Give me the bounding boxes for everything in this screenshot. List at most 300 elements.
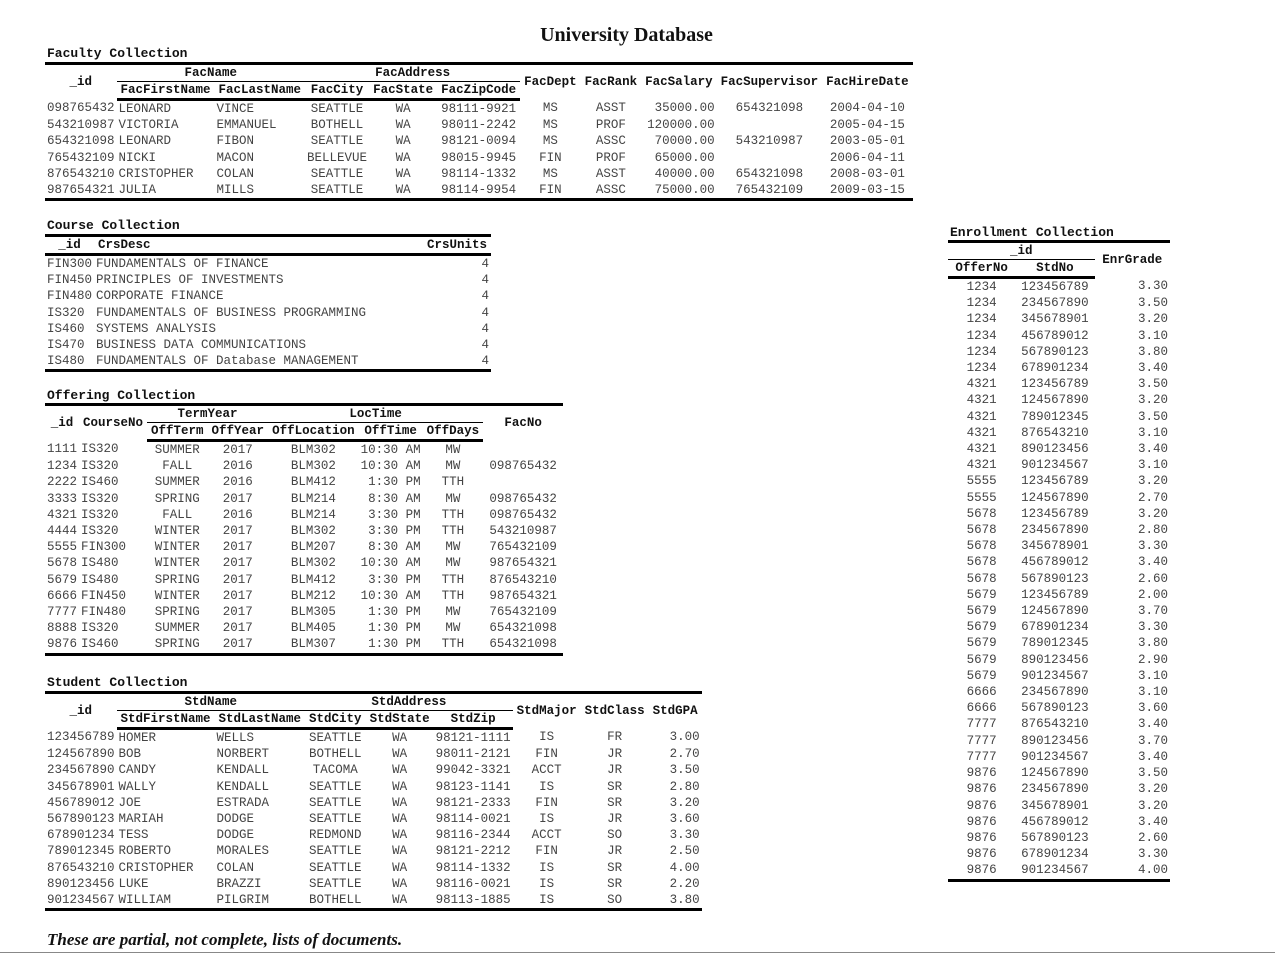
table-cell: LEONARD	[118, 134, 172, 149]
course-collection-title: Course Collection	[47, 218, 180, 233]
table-cell: CRISTOPHER	[118, 166, 194, 181]
table-cell: 4	[412, 353, 491, 371]
offering-row	[45, 572, 563, 588]
table-cell: IS	[539, 860, 555, 875]
table-cell: 890123456	[47, 876, 115, 891]
table-cell: 9876	[966, 847, 997, 862]
enrollment-row	[948, 392, 1170, 408]
col-group-header: TermYear	[147, 405, 268, 423]
table-cell: 124567890	[1021, 490, 1089, 505]
table-cell: IS480	[81, 556, 119, 571]
enrollment-row	[948, 684, 1170, 700]
table-cell: 6666	[966, 685, 997, 700]
table-cell: 3.50	[1137, 296, 1168, 311]
table-cell: JR	[607, 844, 623, 859]
table-cell: 5679	[966, 587, 997, 602]
table-cell: 98011-2242	[441, 118, 517, 133]
enrollment-row	[948, 652, 1170, 668]
table-cell: 3.70	[1137, 604, 1168, 619]
table-cell: 98011-2121	[435, 747, 511, 762]
table-cell: 98111-9921	[441, 102, 517, 116]
student-row	[45, 746, 702, 762]
table-cell: SR	[607, 795, 623, 810]
enrollment-row	[948, 473, 1170, 489]
table-cell: 2005-04-15	[829, 118, 905, 133]
table-cell: 901234567	[1021, 668, 1089, 683]
table-cell: 3.10	[1137, 685, 1168, 700]
table-cell: 2006-04-11	[829, 150, 905, 165]
table-cell: FIN	[535, 795, 558, 810]
student-row	[45, 860, 702, 876]
enrollment-row	[948, 571, 1170, 587]
enrollment-row	[948, 344, 1170, 360]
table-cell: DODGE	[216, 828, 255, 843]
table-cell: FIN	[535, 844, 558, 859]
col-header: OffTerm	[147, 423, 208, 441]
table-cell: 123456789	[47, 730, 115, 745]
table-cell: TACOMA	[312, 763, 358, 778]
table-cell: WA	[392, 795, 408, 810]
table-cell: 678901234	[47, 828, 115, 843]
table-cell: 2.70	[669, 747, 700, 762]
table-cell: 2.60	[1137, 571, 1168, 586]
enrollment-row	[948, 603, 1170, 619]
table-cell: 765432109	[717, 182, 823, 200]
table-cell: 4	[481, 321, 489, 336]
enrollment-row	[948, 376, 1170, 392]
table-cell: 123456789	[1021, 587, 1089, 602]
table-cell: ASST	[595, 166, 626, 181]
table-cell: BLM302	[290, 443, 336, 457]
table-cell: SO	[607, 828, 623, 843]
table-cell: 9876	[948, 862, 1015, 880]
col-header: FacHireDate	[822, 64, 913, 100]
table-cell: WINTER	[154, 524, 200, 539]
table-cell: 3.70	[1137, 733, 1168, 748]
table-cell: 4321	[966, 409, 997, 424]
table-cell: 2017	[222, 556, 253, 571]
table-cell: FIN480	[81, 605, 127, 620]
table-cell: 1234	[966, 344, 997, 359]
enrollment-row	[948, 522, 1170, 538]
table-cell: 567890123	[1021, 344, 1089, 359]
table-cell: SEATTLE	[310, 134, 364, 149]
table-cell: IS	[539, 779, 555, 794]
col-header: FacSalary	[641, 64, 717, 100]
table-cell: BLM302	[290, 524, 336, 539]
table-cell: 3.60	[1137, 701, 1168, 716]
enrollment-row	[948, 554, 1170, 570]
table-cell: BOTHELL	[305, 892, 366, 910]
table-cell: 124567890	[1021, 604, 1089, 619]
table-cell: SEATTLE	[309, 779, 362, 794]
table-cell: 1111	[47, 442, 78, 457]
enrollment-row	[948, 862, 1170, 880]
table-cell: 3.20	[669, 795, 700, 810]
table-cell: 2017	[222, 621, 253, 636]
offering-row	[45, 474, 563, 490]
table-cell: 1:30 PM	[368, 621, 421, 636]
table-cell	[483, 441, 563, 459]
table-cell: 1:30 PM	[359, 636, 423, 654]
enrollment-row	[948, 425, 1170, 441]
faculty-row	[45, 100, 913, 118]
table-cell: 2009-03-15	[822, 182, 913, 200]
table-cell: 3.10	[1137, 458, 1168, 473]
table-cell: 2017	[222, 524, 253, 539]
table-cell: 345678901	[1021, 798, 1089, 813]
table-cell: SUMMER	[154, 475, 200, 490]
enrollment-row	[948, 490, 1170, 506]
table-cell: 876543210	[47, 166, 115, 181]
table-cell: 98113-1885	[434, 892, 513, 910]
offering-row	[45, 620, 563, 636]
table-cell: IS460	[81, 475, 119, 490]
table-cell: 2.80	[1137, 523, 1168, 538]
col-header: OfferNo	[948, 260, 1015, 278]
table-cell: BLM307	[268, 636, 359, 654]
table-cell: BUSINESS DATA COMMUNICATIONS	[96, 338, 307, 353]
table-cell: 98116-2344	[435, 828, 511, 843]
table-cell: 654321098	[483, 636, 563, 654]
table-cell: 5678	[966, 555, 997, 570]
table-cell: SR	[607, 860, 623, 875]
course-row	[45, 337, 491, 353]
table-cell: REDMOND	[309, 828, 362, 843]
student-row	[45, 729, 702, 747]
col-group-header: StdName	[117, 693, 306, 711]
faculty-row	[45, 133, 913, 149]
table-cell	[483, 474, 563, 490]
table-cell: IS460	[79, 636, 147, 654]
table-cell: EMMANUEL	[216, 118, 277, 133]
table-cell: 567890123	[47, 812, 115, 827]
enrollment-row	[948, 781, 1170, 797]
table-cell: 5678	[47, 556, 78, 571]
col-header: FacLastName	[215, 82, 306, 100]
offering-row	[45, 555, 563, 571]
enrollment-row	[948, 635, 1170, 651]
col-header: StdLastName	[215, 711, 306, 729]
table-cell: FUNDAMENTALS OF FINANCE	[96, 257, 269, 271]
table-cell: ASSC	[581, 182, 642, 200]
page-title: University Database	[540, 24, 713, 46]
table-cell: 3.30	[1137, 620, 1168, 635]
table-cell: 3.00	[669, 730, 700, 745]
table-cell: IS	[539, 876, 555, 891]
offering-row	[45, 604, 563, 620]
table-cell: 1234	[47, 459, 78, 474]
table-cell: FIN	[535, 747, 558, 762]
table-cell: 3.40	[1137, 442, 1168, 457]
table-cell: MW	[445, 491, 461, 506]
table-cell: BLM412	[290, 572, 336, 587]
table-cell: 98121-2333	[435, 795, 511, 810]
table-cell: IS480	[81, 572, 119, 587]
table-cell: WA	[395, 150, 411, 165]
table-cell: BLM212	[290, 588, 336, 603]
table-cell: 3.50	[1137, 409, 1168, 424]
col-header: CrsUnits	[412, 236, 491, 255]
table-cell: 6666	[47, 588, 78, 603]
table-cell: 3.20	[1137, 393, 1168, 408]
table-cell: 789012345	[1021, 409, 1089, 424]
table-cell: 567890123	[1021, 701, 1089, 716]
table-cell: JULIA	[117, 182, 215, 200]
table-cell: 2017	[208, 636, 269, 654]
table-cell: SPRING	[154, 605, 200, 620]
col-header: EnrGrade	[1095, 242, 1170, 278]
table-cell: 65000.00	[654, 150, 715, 165]
table-cell: WA	[392, 779, 408, 794]
table-cell: 901234567	[1021, 749, 1089, 764]
enrollment-row	[948, 700, 1170, 716]
table-cell: 4	[481, 289, 489, 304]
table-cell: 2004-04-10	[829, 101, 905, 116]
table-cell: 5678	[966, 523, 997, 538]
table-cell: WA	[395, 166, 411, 181]
table-cell: TTH	[441, 475, 465, 490]
table-cell: 98114-9954	[437, 182, 520, 200]
table-cell: NORBERT	[216, 747, 270, 762]
table-cell: CRISTOPHER	[118, 860, 194, 875]
table-cell: 345678901	[47, 779, 115, 794]
table-cell: SEATTLE	[309, 844, 362, 859]
enrollment-row	[948, 765, 1170, 781]
table-cell: 4321	[966, 377, 997, 392]
table-cell: PROF	[595, 118, 626, 133]
table-cell: TESS	[118, 828, 149, 843]
enrollment-row	[948, 360, 1170, 376]
table-cell: PRINCIPLES OF INVESTMENTS	[96, 273, 284, 288]
table-cell: KENDALL	[216, 763, 270, 778]
offering-row	[45, 458, 563, 474]
table-cell: MORALES	[216, 844, 270, 859]
table-cell: CANDY	[118, 763, 157, 778]
table-cell: BOTHELL	[309, 747, 362, 762]
table-cell: FIN450	[81, 588, 127, 603]
table-cell: 3.50	[1137, 766, 1168, 781]
table-cell: 9876	[966, 798, 997, 813]
table-cell: MW	[445, 540, 461, 555]
table-cell: 3.20	[1137, 312, 1168, 327]
table-cell: IS320	[81, 621, 119, 636]
table-cell: WA	[395, 102, 411, 116]
table-cell: 5679	[966, 620, 997, 635]
table-cell: BOB	[118, 747, 142, 762]
table-cell: 7777	[966, 749, 997, 764]
table-cell: 4321	[47, 507, 78, 522]
table-cell: HOMER	[118, 731, 157, 745]
faculty-row	[45, 150, 913, 166]
table-cell: 1234	[966, 296, 997, 311]
table-cell: 5555	[966, 490, 997, 505]
table-cell: 3:30 PM	[368, 507, 421, 522]
table-cell: COLAN	[216, 860, 255, 875]
offering-row	[45, 636, 563, 654]
table-cell: 3.60	[669, 812, 700, 827]
col-header: StdGPA	[649, 693, 702, 729]
table-cell: BLM214	[290, 491, 336, 506]
table-cell: 3.20	[1137, 798, 1168, 813]
table-cell: MS	[542, 118, 558, 133]
col-header: StdState	[366, 711, 434, 729]
table-cell: 2017	[222, 540, 253, 555]
col-header: FacCity	[305, 82, 369, 100]
offering-row	[45, 491, 563, 507]
col-header: FacRank	[581, 64, 642, 100]
table-cell: 890123456	[1021, 652, 1089, 667]
col-header: _id	[45, 693, 117, 729]
table-cell: 98121-0094	[441, 134, 517, 149]
table-cell: BLM305	[290, 605, 336, 620]
table-cell: 3:30 PM	[368, 524, 421, 539]
table-cell: TTH	[441, 588, 465, 603]
table-cell: 98123-1141	[435, 779, 511, 794]
enrollment-collection-title: Enrollment Collection	[950, 225, 1114, 240]
table-cell: CORPORATE FINANCE	[96, 289, 224, 304]
faculty-row	[45, 166, 913, 182]
table-cell: 3.30	[669, 828, 700, 843]
table-cell: 4.00	[1095, 862, 1170, 880]
student-table	[45, 691, 702, 911]
table-cell: MACON	[216, 150, 255, 165]
offering-row	[45, 507, 563, 523]
table-cell: BELLEVUE	[307, 150, 368, 165]
student-row	[45, 827, 702, 843]
offering-collection-title: Offering Collection	[47, 388, 196, 403]
table-cell: 8:30 AM	[368, 540, 421, 555]
table-cell: SUMMER	[154, 443, 200, 457]
table-cell: 987654321	[489, 588, 557, 603]
course-row	[45, 255, 491, 273]
table-cell: 3.80	[649, 892, 702, 910]
table-cell: WILLIAM	[117, 892, 215, 910]
faculty-table	[45, 62, 913, 201]
offering-row	[45, 539, 563, 555]
table-cell: 2.00	[1137, 587, 1168, 602]
table-cell: BLM302	[290, 459, 336, 474]
col-group-header: FacName	[117, 64, 306, 82]
table-cell: 2017	[222, 605, 253, 620]
table-cell: MW	[445, 459, 461, 474]
table-cell: 123456789	[1021, 280, 1089, 294]
table-cell: 456789012	[47, 795, 115, 810]
table-cell: BLM405	[290, 621, 336, 636]
table-cell: FALL	[162, 459, 193, 474]
table-cell: 4321	[966, 393, 997, 408]
table-cell: WINTER	[154, 556, 200, 571]
enrollment-row	[948, 830, 1170, 846]
table-cell: MARIAH	[118, 812, 164, 827]
table-cell: 10:30 AM	[360, 459, 421, 474]
enrollment-row	[948, 733, 1170, 749]
table-cell: 456789012	[1021, 814, 1089, 829]
table-cell: 9876	[45, 636, 79, 654]
table-cell: MS	[542, 101, 558, 116]
table-cell: IS	[513, 892, 581, 910]
enrollment-row	[948, 295, 1170, 311]
table-cell: 2.80	[669, 779, 700, 794]
table-cell: 8:30 AM	[368, 491, 421, 506]
table-cell: 2.60	[1137, 830, 1168, 845]
table-cell: 890123456	[1021, 733, 1089, 748]
table-cell: 75000.00	[641, 182, 717, 200]
table-cell: SEATTLE	[305, 182, 369, 200]
table-cell: 987654321	[489, 556, 557, 571]
table-cell: 890123456	[1021, 442, 1089, 457]
course-table	[45, 234, 491, 372]
table-cell: IS	[539, 812, 555, 827]
table-cell: 876543210	[489, 572, 557, 587]
table-cell: 456789012	[1021, 555, 1089, 570]
table-cell: 2017	[222, 491, 253, 506]
table-cell: 4444	[47, 524, 78, 539]
table-cell: 40000.00	[654, 166, 715, 181]
table-cell: IS460	[47, 321, 85, 336]
table-cell: MILLS	[215, 182, 306, 200]
table-cell: BLM412	[290, 475, 336, 490]
table-cell: IS320	[47, 305, 85, 320]
table-cell: 5679	[966, 668, 997, 683]
table-cell	[717, 150, 823, 166]
table-cell: 345678901	[1021, 312, 1089, 327]
col-group-header: FacAddress	[305, 64, 520, 82]
enrollment-row	[948, 441, 1170, 457]
table-cell: 123456789	[1021, 377, 1089, 392]
table-cell: 234567890	[1021, 523, 1089, 538]
table-cell: 98121-1111	[435, 731, 511, 745]
table-cell: 5679	[966, 604, 997, 619]
col-header: FacState	[369, 82, 437, 100]
col-header: _id	[45, 64, 117, 100]
table-cell: 124567890	[47, 747, 115, 762]
table-cell: SEATTLE	[309, 731, 362, 745]
table-cell: 654321098	[735, 101, 804, 116]
table-cell: JR	[607, 747, 623, 762]
table-cell: 1234	[966, 328, 997, 343]
col-group-header: _id	[948, 242, 1095, 260]
table-cell: SEATTLE	[310, 102, 364, 116]
table-cell: 789012345	[47, 844, 115, 859]
table-cell: WA	[392, 763, 408, 778]
table-cell: 4	[481, 305, 489, 320]
course-row	[45, 272, 491, 288]
col-header: FacDept	[520, 64, 581, 100]
table-cell: WA	[395, 118, 411, 133]
table-cell: 3333	[47, 491, 78, 506]
enrollment-row	[948, 587, 1170, 603]
col-header: FacSupervisor	[717, 64, 823, 100]
col-header: StdMajor	[513, 693, 581, 729]
table-cell: 9876	[966, 814, 997, 829]
table-cell: 2016	[222, 475, 253, 490]
table-cell: WINTER	[154, 588, 200, 603]
table-cell: 9876	[966, 766, 997, 781]
table-cell: 5679	[47, 572, 78, 587]
table-cell: IS320	[81, 442, 119, 457]
enrollment-row	[948, 619, 1170, 635]
table-cell: 2.50	[669, 844, 700, 859]
table-cell: SR	[607, 876, 623, 891]
table-cell: FALL	[162, 507, 193, 522]
table-cell: 2017	[222, 572, 253, 587]
col-header: _id	[45, 405, 79, 441]
table-cell: 234567890	[47, 763, 115, 778]
table-cell: 5555	[966, 474, 997, 489]
table-cell: 4	[481, 257, 489, 271]
table-cell: IS470	[47, 338, 85, 353]
